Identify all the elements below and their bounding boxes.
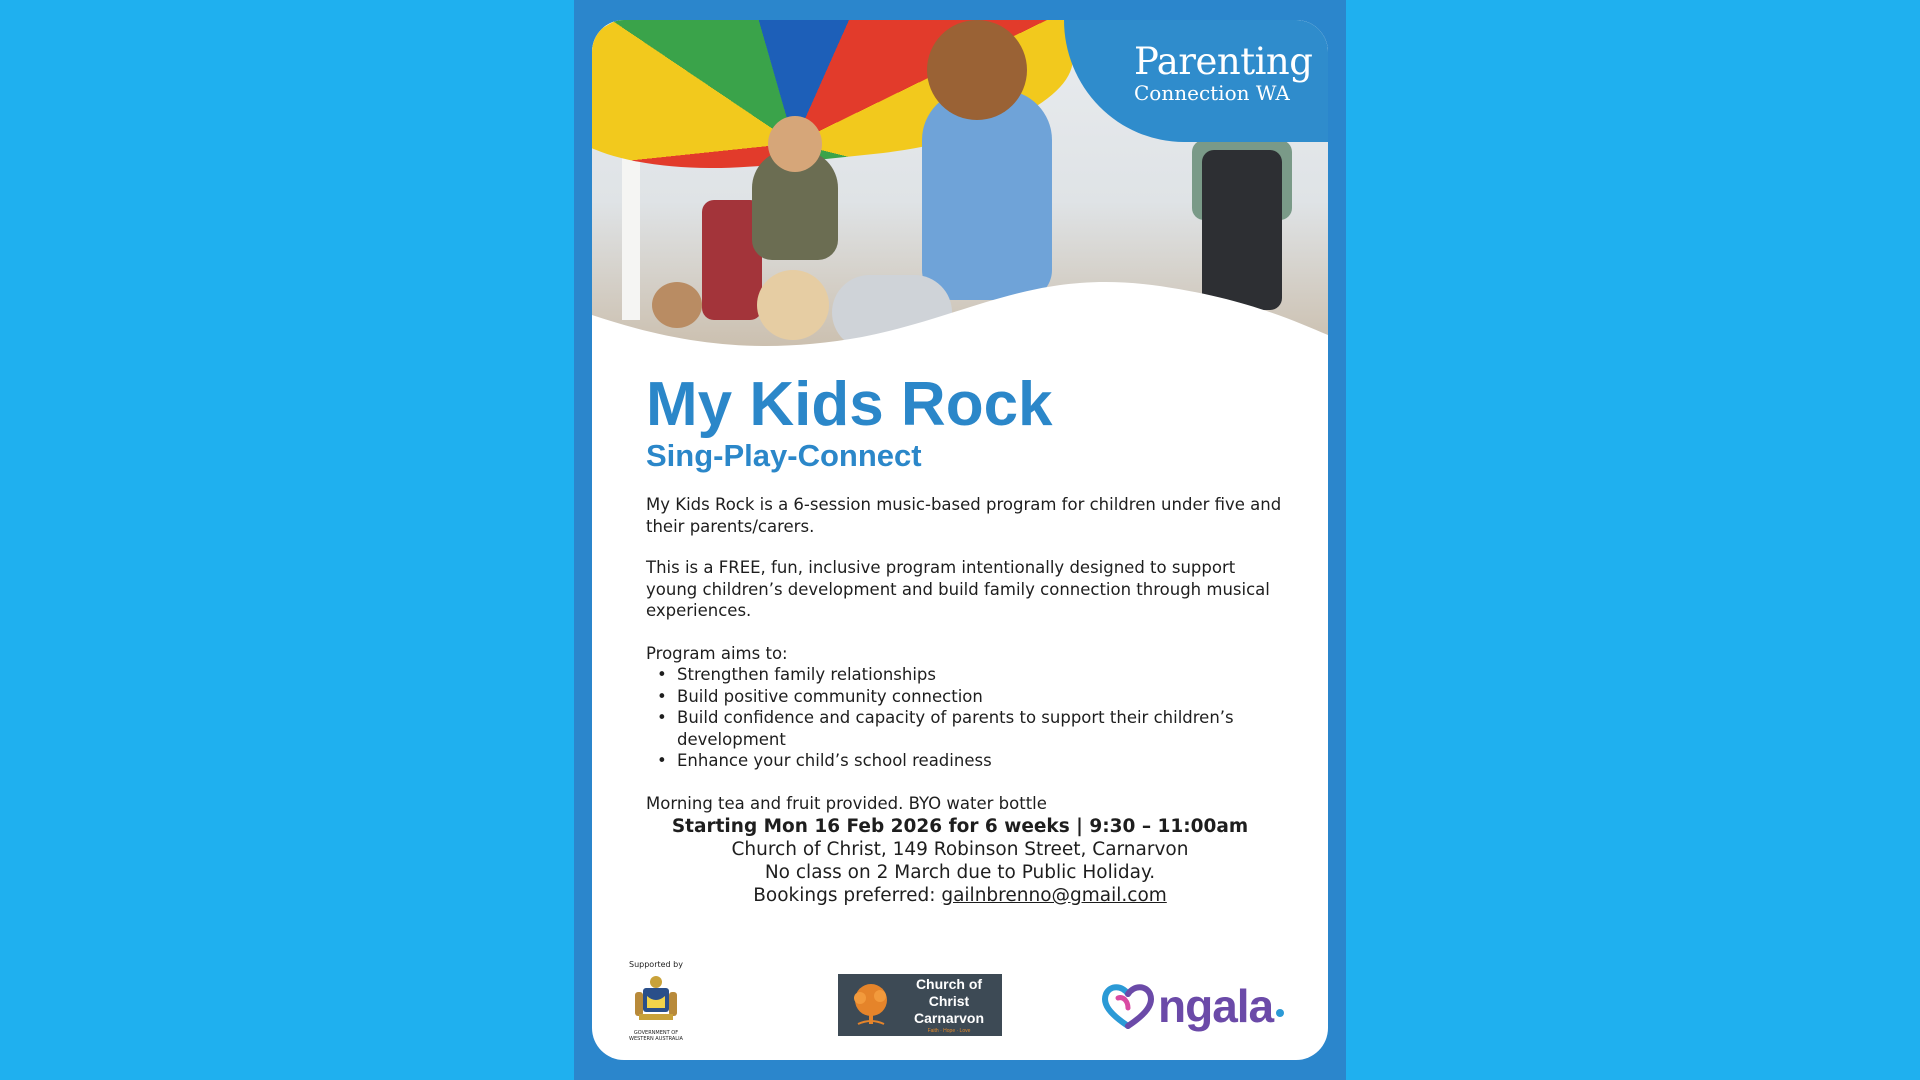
tree-icon (846, 980, 896, 1030)
list-item: • Build confidence and capacity of parents to support their children’s development (646, 707, 1286, 750)
no-class-note: No class on 2 March due to Public Holiday. (764, 862, 1156, 883)
heart-icon (1100, 982, 1156, 1030)
aims-heading: Program aims to: (646, 643, 788, 663)
church-of-christ-logo (838, 974, 1002, 1036)
email-link[interactable]: gailnbrenno@gmail.com (941, 885, 1167, 906)
logo-line-2: Connection WA (1134, 81, 1290, 105)
gov-wa-text: GOVERNMENT OF WESTERN AUSTRALIA (629, 1030, 683, 1042)
ngala-wordmark: ngala (1158, 980, 1274, 1032)
intro-paragraph: My Kids Rock is a 6-session music-based program for children under five and their parents/carers. (646, 495, 1282, 536)
coc-line-1: Church of Christ (915, 975, 983, 1009)
aims-list (646, 664, 1286, 772)
coc-line-2: Carnarvon (913, 1009, 985, 1026)
coc-tagline: Faith · Hope · Love (927, 1027, 971, 1034)
ngala-logo (1100, 978, 1300, 1034)
ngala-dot (1276, 1009, 1284, 1017)
bookings-label: Bookings preferred: (753, 885, 942, 906)
list-item: • Strengthen family relationships (646, 664, 1286, 686)
session-details (592, 815, 1328, 907)
list-item: • Enhance your child’s school readiness (646, 750, 1286, 772)
bookings-line (592, 884, 1328, 907)
government-wa-logo (624, 960, 688, 1042)
page-title: My Kids Rock (646, 370, 1053, 439)
morning-tea-note: Morning tea and fruit provided. BYO water bottle (646, 793, 1047, 813)
poster-frame (574, 0, 1346, 1080)
main-content (646, 372, 1286, 814)
wave-divider (592, 275, 1328, 365)
crest-icon (633, 974, 679, 1030)
page-subtitle: Sing-Play-Connect (646, 438, 922, 473)
poster (592, 20, 1328, 1060)
start-date: Starting Mon 16 Feb 2026 for 6 weeks | 9:30 – 11:00am (671, 816, 1249, 837)
list-item: • Build positive community connection (646, 686, 1286, 708)
logo-line-1: Parenting (1134, 40, 1313, 83)
supported-by-label: Supported by (629, 960, 683, 969)
description-paragraph: This is a FREE, fun, inclusive program intentionally designed to support young children’s development and build family connection through musical experiences. (646, 558, 1270, 620)
parenting-connection-logo (1064, 20, 1328, 142)
venue-address: Church of Christ, 149 Robinson Street, Carnarvon (731, 839, 1189, 860)
